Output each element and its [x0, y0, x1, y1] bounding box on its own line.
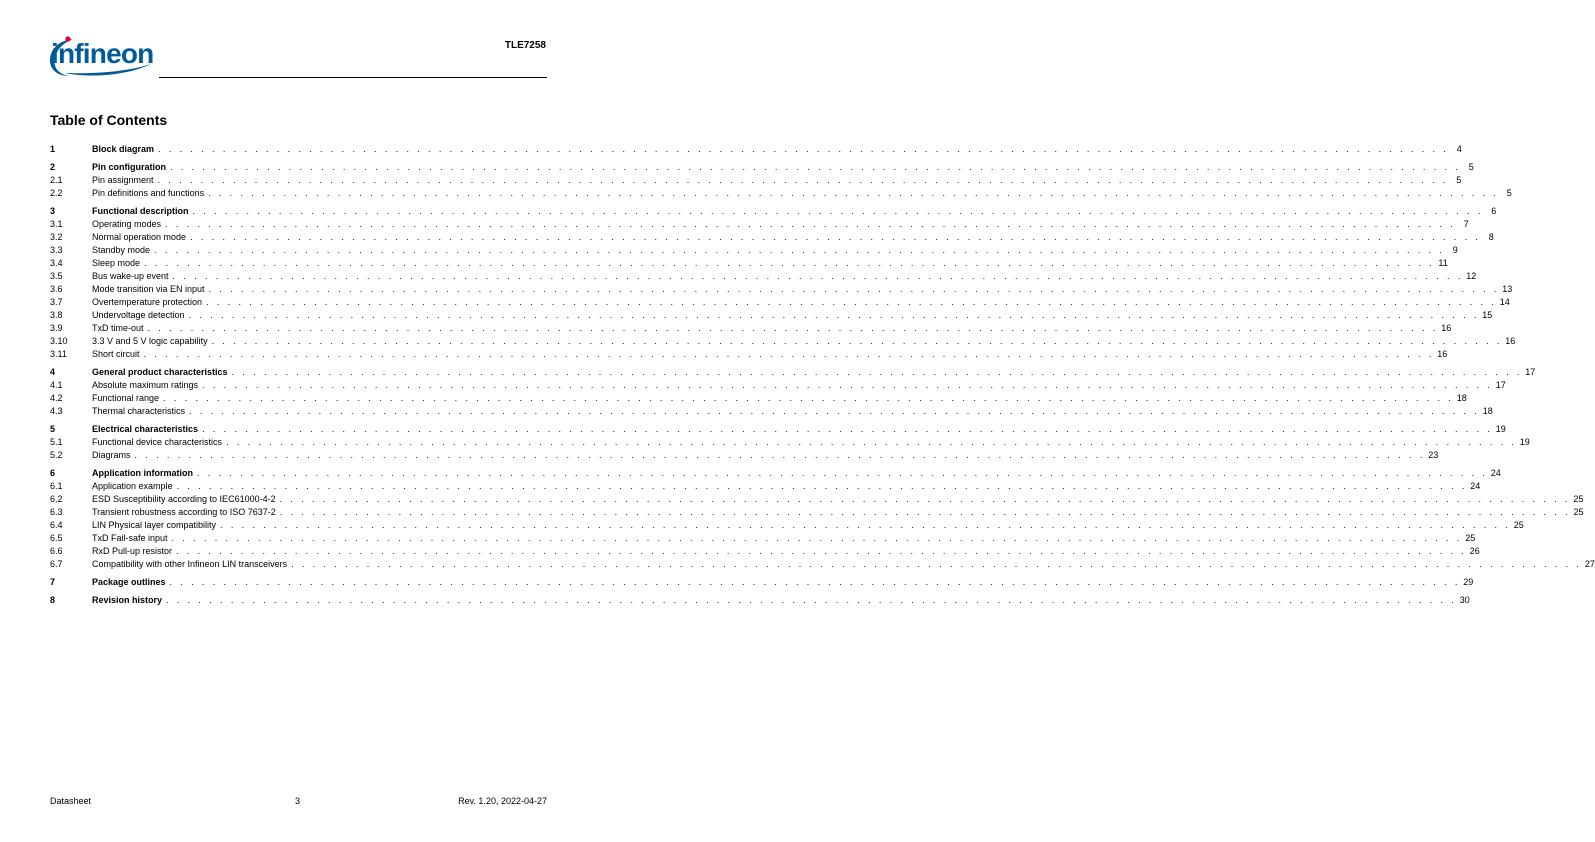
toc-entry[interactable] [50, 506, 1584, 519]
toc-entry[interactable] [50, 519, 1524, 532]
header-divider [159, 77, 547, 78]
toc-entry-page[interactable]: 16 [1437, 349, 1448, 359]
toc-entry[interactable] [50, 436, 1530, 449]
toc-entry-number: 3.5 [50, 271, 63, 281]
toc-entry-number: 1 [50, 144, 56, 154]
toc-entry-title[interactable]: Pin definitions and functions [92, 188, 205, 198]
toc-entry-page[interactable]: 5 [1468, 162, 1474, 172]
toc-entry-title[interactable]: Short circuit [92, 349, 140, 359]
toc-entry-number: 8 [50, 595, 56, 605]
toc-entry-title[interactable]: Mode transition via EN input [92, 284, 205, 294]
toc-entry-number: 2.1 [50, 175, 63, 185]
toc-entry[interactable] [50, 467, 1501, 480]
toc-entry-title[interactable]: Functional description [92, 206, 189, 216]
toc-entry-number: 3.9 [50, 323, 63, 333]
toc-entry-number: 3.10 [50, 336, 68, 346]
toc-leader-dots: . . . . . . . . . . . . . . . . . . . . . . . . . . . . . . . . . . . . . . . . . . . . . . . . . . . . . . . . . . . . . . . . . . . . . . . . . . . . . . . . . . . . . . . . . . . . . . . . . . . . . . . . . . . . . . . . . . . . . . . . [208, 188, 1499, 198]
toc-entry[interactable] [50, 187, 1512, 200]
footer-page-number: 3 [294, 796, 300, 806]
toc-entry-page[interactable]: 19 [1495, 424, 1506, 434]
toc-entry-number: 6.1 [50, 481, 63, 491]
toc-entry-number: 6.6 [50, 546, 63, 556]
toc-entry-page[interactable]: 19 [1519, 437, 1530, 447]
toc-entry-number: 3.1 [50, 219, 63, 229]
footer-doc-type: Datasheet [50, 796, 92, 806]
toc-entry-page[interactable]: 16 [1441, 323, 1452, 333]
toc-entry-title[interactable]: Sleep mode [92, 258, 141, 268]
toc-entry[interactable] [50, 270, 1477, 283]
toc-leader-dots: . . . . . . . . . . . . . . . . . . . . . . . . . . . . . . . . . . . . . . . . . . . . . . . . . . . . . . . . . . . . . . . . . . . . . . . . . . . . . . . . . . . . . . . . . . . . . . . . . . . . . . . . . . . . . . . . . . . . . . . . [226, 437, 1517, 447]
toc-entry-title[interactable]: Undervoltage detection [92, 310, 185, 320]
logo-wordmark: infineon [51, 38, 154, 69]
toc-entry-page[interactable]: 7 [1463, 219, 1469, 229]
toc-entry-title[interactable]: LIN Physical layer compatibility [92, 520, 217, 530]
toc-entry-number: 4.1 [50, 380, 63, 390]
toc-leader-dots: . . . . . . . . . . . . . . . . . . . . . . . . . . . . . . . . . . . . . . . . . . . . . . . . . . . . . . . . . . . . . . . . . . . . . . . . . . . . . . . . . . . . . . . . . . . . . . . . . . . . . . . . . . . . . . . . . . . . . . . . [206, 297, 1497, 307]
toc-leader-dots: . . . . . . . . . . . . . . . . . . . . . . . . . . . . . . . . . . . . . . . . . . . . . . . . . . . . . . . . . . . . . . . . . . . . . . . . . . . . . . . . . . . . . . . . . . . . . . . . . . . . . . . . . . . . . . . . . . . . . . . . [190, 232, 1481, 242]
toc-entry[interactable] [50, 161, 1474, 174]
footer-revision: Rev. 1.20, 2022-04-27 [458, 796, 547, 806]
toc-leader-dots: . . . . . . . . . . . . . . . . . . . . . . . . . . . . . . . . . . . . . . . . . . . . . . . . . . . . . . . . . . . . . . . . . . . . . . . . . . . . . . . . . . . . . . . . . . . . . . . . . . . . . . . . . . . . . . . . . . . . . . . . [197, 468, 1488, 478]
toc-entry[interactable] [50, 558, 1595, 571]
toc-entry-title[interactable]: Block diagram [92, 144, 155, 154]
toc-entry-title[interactable]: Standby mode [92, 245, 151, 255]
toc-entry-number: 6.2 [50, 494, 63, 504]
infineon-logo [47, 34, 157, 78]
toc-entry-number: 2 [50, 162, 56, 172]
toc-entry-title[interactable]: Application information [92, 468, 193, 478]
toc-entry-page[interactable]: 9 [1452, 245, 1458, 255]
toc-entry-title[interactable]: Compatibility with other Infineon LIN transceivers [92, 559, 288, 569]
toc-entry-number: 3.11 [50, 349, 67, 359]
toc-entry-page[interactable]: 16 [1505, 336, 1516, 346]
toc-entry-page[interactable]: 14 [1499, 297, 1510, 307]
toc-entry-page[interactable]: 18 [1456, 393, 1467, 403]
toc-entry-title[interactable]: TxD Fail-safe input [92, 533, 168, 543]
toc-leader-dots: . . . . . . . . . . . . . . . . . . . . . . . . . . . . . . . . . . . . . . . . . . . . . . . . . . . . . . . . . . . . . . . . . . . . . . . . . . . . . . . . . . . . . . . . . . . . . . . . . . . . . . . . . . . . . . . . . . . . . . . . [143, 349, 1435, 359]
toc-entry[interactable] [50, 283, 1513, 296]
toc-leader-dots: . . . . . . . . . . . . . . . . . . . . . . . . . . . . . . . . . . . . . . . . . . . . . . . . . . . . . . . . . . . . . . . . . . . . . . . . . . . . . . . . . . . . . . . . . . . . . . . . . . . . . . . . . . . . . . . . . . . . . . . . [144, 258, 1435, 268]
toc-leader-dots: . . . . . . . . . . . . . . . . . . . . . . . . . . . . . . . . . . . . . . . . . . . . . . . . . . . . . . . . . . . . . . . . . . . . . . . . . . . . . . . . . . . . . . . . . . . . . . . . . . . . . . . . . . . . . . . . . . . . . . . . [147, 323, 1439, 333]
toc-entry-number: 5.2 [50, 450, 63, 460]
toc-entry-page[interactable]: 5 [1506, 188, 1512, 198]
toc-entry-title[interactable]: Thermal characteristics [92, 406, 186, 416]
toc-entry[interactable] [50, 218, 1469, 231]
toc-entry-page[interactable]: 18 [1482, 406, 1493, 416]
toc-entry-title[interactable]: Overtemperature protection [92, 297, 203, 307]
toc-entry-number: 4 [50, 367, 56, 377]
toc-entry-page[interactable]: 13 [1502, 284, 1513, 294]
toc-entry-number: 3.2 [50, 232, 63, 242]
toc-entry-number: 7 [50, 577, 56, 587]
toc-entry-number: 3.3 [50, 245, 63, 255]
toc-entry[interactable] [50, 348, 1448, 361]
toc-entry-page[interactable]: 26 [1469, 546, 1480, 556]
toc-entry-number: 3.6 [50, 284, 63, 294]
toc-entry-page[interactable]: 24 [1490, 468, 1501, 478]
toc-leader-dots: . . . . . . . . . . . . . . . . . . . . . . . . . . . . . . . . . . . . . . . . . . . . . . . . . . . . . . . . . . . . . . . . . . . . . . . . . . . . . . . . . . . . . . . . . . . . . . . . . . . . . . . . . . . . . . . . . . . . . . . . [165, 219, 1456, 229]
toc-entry-number: 5.1 [50, 437, 63, 447]
toc-entry[interactable] [50, 405, 1493, 418]
toc-entry[interactable] [50, 335, 1516, 348]
toc-entry-page[interactable]: 17 [1525, 367, 1536, 377]
toc-entry[interactable] [50, 532, 1476, 545]
toc-entry-page[interactable]: 29 [1463, 577, 1474, 587]
toc-entry[interactable] [50, 366, 1536, 379]
toc-entry[interactable] [50, 493, 1584, 506]
toc-entry[interactable] [50, 309, 1493, 322]
toc-entry[interactable] [50, 423, 1506, 436]
toc-leader-dots: . . . . . . . . . . . . . . . . . . . . . . . . . . . . . . . . . . . . . . . . . . . . . . . . . . . . . . . . . . . . . . . . . . . . . . . . . . . . . . . . . . . . . . . . . . . . . . . . . . . . . . . . . . . . . . . . . . . . . . . . [134, 450, 1426, 460]
toc-entry-number: 4.3 [50, 406, 63, 416]
toc-leader-dots: . . . . . . . . . . . . . . . . . . . . . . . . . . . . . . . . . . . . . . . . . . . . . . . . . . . . . . . . . . . . . . . . . . . . . . . . . . . . . . . . . . . . . . . . . . . . . . . . . . . . . . . . . . . . . . . . . . . . . . . . [279, 494, 1571, 504]
toc-entry-number: 6.5 [50, 533, 63, 543]
toc-leader-dots: . . . . . . . . . . . . . . . . . . . . . . . . . . . . . . . . . . . . . . . . . . . . . . . . . . . . . . . . . . . . . . . . . . . . . . . . . . . . . . . . . . . . . . . . . . . . . . . . . . . . . . . . . . . . . . . . . . . . . . . . [189, 406, 1480, 416]
toc-entry-page[interactable]: 30 [1459, 595, 1470, 605]
toc-entry-page[interactable]: 25 [1573, 494, 1584, 504]
toc-entry-number: 3 [50, 206, 56, 216]
toc-entry[interactable] [50, 205, 1497, 218]
toc-leader-dots: . . . . . . . . . . . . . . . . . . . . . . . . . . . . . . . . . . . . . . . . . . . . . . . . . . . . . . . . . . . . . . . . . . . . . . . . . . . . . . . . . . . . . . . . . . . . . . . . . . . . . . . . . . . . . . . . . . . . . . . . [176, 481, 1468, 491]
document-id: TLE7258 [504, 40, 546, 51]
toc-entry-page[interactable]: 8 [1488, 232, 1494, 242]
toc-leader-dots: . . . . . . . . . . . . . . . . . . . . . . . . . . . . . . . . . . . . . . . . . . . . . . . . . . . . . . . . . . . . . . . . . . . . . . . . . . . . . . . . . . . . . . . . . . . . . . . . . . . . . . . . . . . . . . . . . . . . . . . . [169, 577, 1461, 587]
toc-entry-title[interactable]: Normal operation mode [92, 232, 187, 242]
toc-entry-title[interactable]: Functional device characteristics [92, 437, 223, 447]
toc-leader-dots: . . . . . . . . . . . . . . . . . . . . . . . . . . . . . . . . . . . . . . . . . . . . . . . . . . . . . . . . . . . . . . . . . . . . . . . . . . . . . . . . . . . . . . . . . . . . . . . . . . . . . . . . . . . . . . . . . . . . . . . . [172, 271, 1464, 281]
toc-entry[interactable] [50, 480, 1481, 493]
toc-entry-title[interactable]: 3.3 V and 5 V logic capability [92, 336, 208, 346]
toc-entry-title[interactable]: Absolute maximum ratings [92, 380, 199, 390]
toc-entry-page[interactable]: 12 [1466, 271, 1477, 281]
toc-entry-number: 6.3 [50, 507, 63, 517]
toc-entry[interactable] [50, 576, 1474, 589]
toc-entry[interactable] [50, 545, 1480, 558]
toc-leader-dots: . . . . . . . . . . . . . . . . . . . . . . . . . . . . . . . . . . . . . . . . . . . . . . . . . . . . . . . . . . . . . . . . . . . . . . . . . . . . . . . . . . . . . . . . . . . . . . . . . . . . . . . . . . . . . . . . . . . . . . . . [291, 559, 1582, 569]
toc-entry-page[interactable]: 25 [1513, 520, 1524, 530]
toc-entry-title[interactable]: Pin assignment [92, 175, 154, 185]
toc-leader-dots: . . . . . . . . . . . . . . . . . . . . . . . . . . . . . . . . . . . . . . . . . . . . . . . . . . . . . . . . . . . . . . . . . . . . . . . . . . . . . . . . . . . . . . . . . . . . . . . . . . . . . . . . . . . . . . . . . . . . . . . . [231, 367, 1523, 377]
toc-leader-dots: . . . . . . . . . . . . . . . . . . . . . . . . . . . . . . . . . . . . . . . . . . . . . . . . . . . . . . . . . . . . . . . . . . . . . . . . . . . . . . . . . . . . . . . . . . . . . . . . . . . . . . . . . . . . . . . . . . . . . . . . [158, 144, 1449, 154]
toc-entry-number: 5 [50, 424, 56, 434]
toc-leader-dots: . . . . . . . . . . . . . . . . . . . . . . . . . . . . . . . . . . . . . . . . . . . . . . . . . . . . . . . . . . . . . . . . . . . . . . . . . . . . . . . . . . . . . . . . . . . . . . . . . . . . . . . . . . . . . . . . . . . . . . . . [202, 380, 1493, 390]
toc-entry[interactable] [50, 257, 1448, 270]
toc-entry-number: 6.7 [50, 559, 63, 569]
toc-entry[interactable] [50, 296, 1510, 309]
toc-entry-title[interactable]: Functional range [92, 393, 160, 403]
toc-entry-page[interactable]: 11 [1438, 258, 1448, 268]
toc-entry-title[interactable]: Operating modes [92, 219, 162, 229]
toc-entry-page[interactable]: 23 [1428, 450, 1439, 460]
toc-entry-page[interactable]: 25 [1573, 507, 1584, 517]
toc-entry-title[interactable]: Package outlines [92, 577, 166, 587]
toc-entry-title[interactable]: Revision history [92, 595, 163, 605]
toc-entry-page[interactable]: 5 [1456, 175, 1462, 185]
page-title: Table of Contents [50, 112, 168, 128]
toc-leader-dots: . . . . . . . . . . . . . . . . . . . . . . . . . . . . . . . . . . . . . . . . . . . . . . . . . . . . . . . . . . . . . . . . . . . . . . . . . . . . . . . . . . . . . . . . . . . . . . . . . . . . . . . . . . . . . . . . . . . . . . . . [176, 546, 1467, 556]
toc-leader-dots: . . . . . . . . . . . . . . . . . . . . . . . . . . . . . . . . . . . . . . . . . . . . . . . . . . . . . . . . . . . . . . . . . . . . . . . . . . . . . . . . . . . . . . . . . . . . . . . . . . . . . . . . . . . . . . . . . . . . . . . . [208, 284, 1500, 294]
toc-entry[interactable] [50, 449, 1439, 462]
toc-entry[interactable] [50, 143, 1462, 156]
toc-entry-number: 4.2 [50, 393, 63, 403]
toc-leader-dots: . . . . . . . . . . . . . . . . . . . . . . . . . . . . . . . . . . . . . . . . . . . . . . . . . . . . . . . . . . . . . . . . . . . . . . . . . . . . . . . . . . . . . . . . . . . . . . . . . . . . . . . . . . . . . . . . . . . . . . . . [192, 206, 1484, 216]
toc-leader-dots: . . . . . . . . . . . . . . . . . . . . . . . . . . . . . . . . . . . . . . . . . . . . . . . . . . . . . . . . . . . . . . . . . . . . . . . . . . . . . . . . . . . . . . . . . . . . . . . . . . . . . . . . . . . . . . . . . . . . . . . . [279, 507, 1571, 517]
toc-entry-title[interactable]: Electrical characteristics [92, 424, 199, 434]
toc-entry[interactable] [50, 379, 1506, 392]
toc-entry-number: 6 [50, 468, 56, 478]
toc-leader-dots: . . . . . . . . . . . . . . . . . . . . . . . . . . . . . . . . . . . . . . . . . . . . . . . . . . . . . . . . . . . . . . . . . . . . . . . . . . . . . . . . . . . . . . . . . . . . . . . . . . . . . . . . . . . . . . . . . . . . . . . . [154, 245, 1445, 255]
toc-entry-title[interactable]: TxD time-out [92, 323, 144, 333]
toc-entry[interactable] [50, 244, 1458, 257]
toc-leader-dots: . . . . . . . . . . . . . . . . . . . . . . . . . . . . . . . . . . . . . . . . . . . . . . . . . . . . . . . . . . . . . . . . . . . . . . . . . . . . . . . . . . . . . . . . . . . . . . . . . . . . . . . . . . . . . . . . . . . . . . . . [171, 533, 1463, 543]
toc-entry[interactable] [50, 174, 1462, 187]
toc-entry-page[interactable]: 15 [1482, 310, 1493, 320]
toc-entry-page[interactable]: 25 [1465, 533, 1476, 543]
toc-leader-dots: . . . . . . . . . . . . . . . . . . . . . . . . . . . . . . . . . . . . . . . . . . . . . . . . . . . . . . . . . . . . . . . . . . . . . . . . . . . . . . . . . . . . . . . . . . . . . . . . . . . . . . . . . . . . . . . . . . . . . . . . [188, 310, 1480, 320]
toc-entry-title[interactable]: Pin configuration [92, 162, 166, 172]
toc-entry-page[interactable]: 6 [1491, 206, 1497, 216]
toc-entry-number: 3.4 [50, 258, 63, 268]
toc-entry[interactable] [50, 231, 1494, 244]
toc-entry-title[interactable]: Diagrams [92, 450, 131, 460]
toc-leader-dots: . . . . . . . . . . . . . . . . . . . . . . . . . . . . . . . . . . . . . . . . . . . . . . . . . . . . . . . . . . . . . . . . . . . . . . . . . . . . . . . . . . . . . . . . . . . . . . . . . . . . . . . . . . . . . . . . . . . . . . . . [157, 175, 1449, 185]
toc-entry-page[interactable]: 27 [1584, 559, 1595, 569]
toc-entry-title[interactable]: ESD Susceptibility according to IEC61000-4-2 [92, 494, 276, 504]
toc-entry-page[interactable]: 4 [1456, 144, 1462, 154]
toc-entry-title[interactable]: RxD Pull-up resistor [92, 546, 173, 556]
toc-entry-title[interactable]: General product characteristics [92, 367, 228, 377]
toc-entry-number: 2.2 [50, 188, 63, 198]
toc-entry-page[interactable]: 17 [1495, 380, 1506, 390]
toc-entry-title[interactable]: Bus wake-up event [92, 271, 169, 281]
table-of-contents [50, 143, 1595, 607]
toc-entry[interactable] [50, 322, 1452, 335]
toc-leader-dots: . . . . . . . . . . . . . . . . . . . . . . . . . . . . . . . . . . . . . . . . . . . . . . . . . . . . . . . . . . . . . . . . . . . . . . . . . . . . . . . . . . . . . . . . . . . . . . . . . . . . . . . . . . . . . . . . . . . . . . . . [220, 520, 1511, 530]
toc-entry-number: 6.4 [50, 520, 63, 530]
toc-leader-dots: . . . . . . . . . . . . . . . . . . . . . . . . . . . . . . . . . . . . . . . . . . . . . . . . . . . . . . . . . . . . . . . . . . . . . . . . . . . . . . . . . . . . . . . . . . . . . . . . . . . . . . . . . . . . . . . . . . . . . . . . [211, 336, 1503, 346]
toc-entry-title[interactable]: Application example [92, 481, 173, 491]
toc-entry-page[interactable]: 24 [1470, 481, 1481, 491]
toc-entry-title[interactable]: Transient robustness according to ISO 7637-2 [92, 507, 276, 517]
toc-entry-number: 3.8 [50, 310, 63, 320]
toc-entry-number: 3.7 [50, 297, 63, 307]
toc-entry[interactable] [50, 594, 1470, 607]
toc-entry[interactable] [50, 392, 1467, 405]
toc-leader-dots: . . . . . . . . . . . . . . . . . . . . . . . . . . . . . . . . . . . . . . . . . . . . . . . . . . . . . . . . . . . . . . . . . . . . . . . . . . . . . . . . . . . . . . . . . . . . . . . . . . . . . . . . . . . . . . . . . . . . . . . . [170, 162, 1461, 172]
toc-leader-dots: . . . . . . . . . . . . . . . . . . . . . . . . . . . . . . . . . . . . . . . . . . . . . . . . . . . . . . . . . . . . . . . . . . . . . . . . . . . . . . . . . . . . . . . . . . . . . . . . . . . . . . . . . . . . . . . . . . . . . . . . [202, 424, 1493, 434]
toc-leader-dots: . . . . . . . . . . . . . . . . . . . . . . . . . . . . . . . . . . . . . . . . . . . . . . . . . . . . . . . . . . . . . . . . . . . . . . . . . . . . . . . . . . . . . . . . . . . . . . . . . . . . . . . . . . . . . . . . . . . . . . . . [166, 595, 1457, 605]
toc-leader-dots: . . . . . . . . . . . . . . . . . . . . . . . . . . . . . . . . . . . . . . . . . . . . . . . . . . . . . . . . . . . . . . . . . . . . . . . . . . . . . . . . . . . . . . . . . . . . . . . . . . . . . . . . . . . . . . . . . . . . . . . . [163, 393, 1454, 403]
